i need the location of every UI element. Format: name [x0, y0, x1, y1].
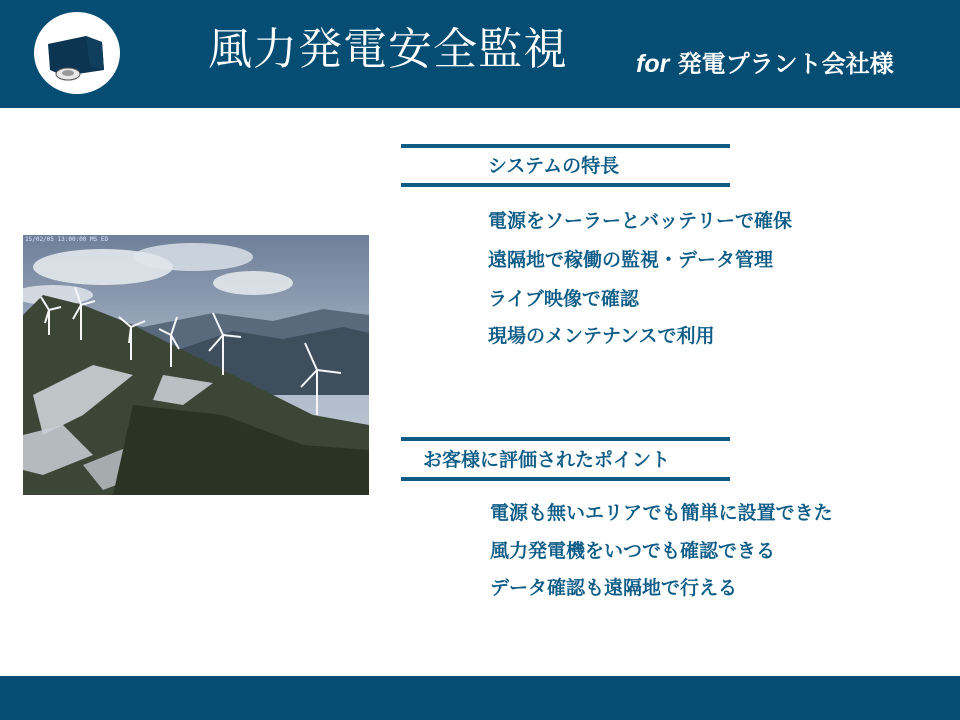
features-rule-top [401, 144, 730, 148]
camera-icon [34, 12, 120, 94]
photo-timestamp: 15/02/05 13:00:00 MS ED [25, 236, 109, 243]
evaluation-item: 風力発電機をいつでも確認できる [490, 540, 776, 562]
evaluations-rule-top [401, 437, 730, 441]
subtitle-prefix: for [636, 50, 670, 78]
page-title: 風力発電安全監視 [208, 24, 568, 75]
feature-item: 遠隔地で稼働の監視・データ管理 [488, 249, 774, 271]
evaluation-item: データ確認も遠隔地で行える [490, 577, 738, 599]
subtitle-text: 発電プラント会社様 [669, 50, 894, 78]
logo [34, 12, 120, 94]
feature-item: ライブ映像で確認 [488, 288, 639, 310]
page-subtitle [636, 52, 894, 77]
features-heading: システムの特長 [488, 155, 620, 177]
header-bar [0, 0, 960, 108]
features-rule-bottom [401, 183, 730, 187]
evaluations-heading: お客様に評価されたポイント [423, 449, 671, 471]
evaluations-rule-bottom [401, 477, 730, 481]
wind-turbine-photo [23, 235, 369, 495]
evaluation-item: 電源も無いエリアでも簡単に設置できた [490, 502, 833, 524]
footer-bar [0, 676, 960, 720]
feature-item: 電源をソーラーとバッテリーで確保 [488, 210, 793, 232]
feature-item: 現場のメンテナンスで利用 [488, 325, 715, 347]
